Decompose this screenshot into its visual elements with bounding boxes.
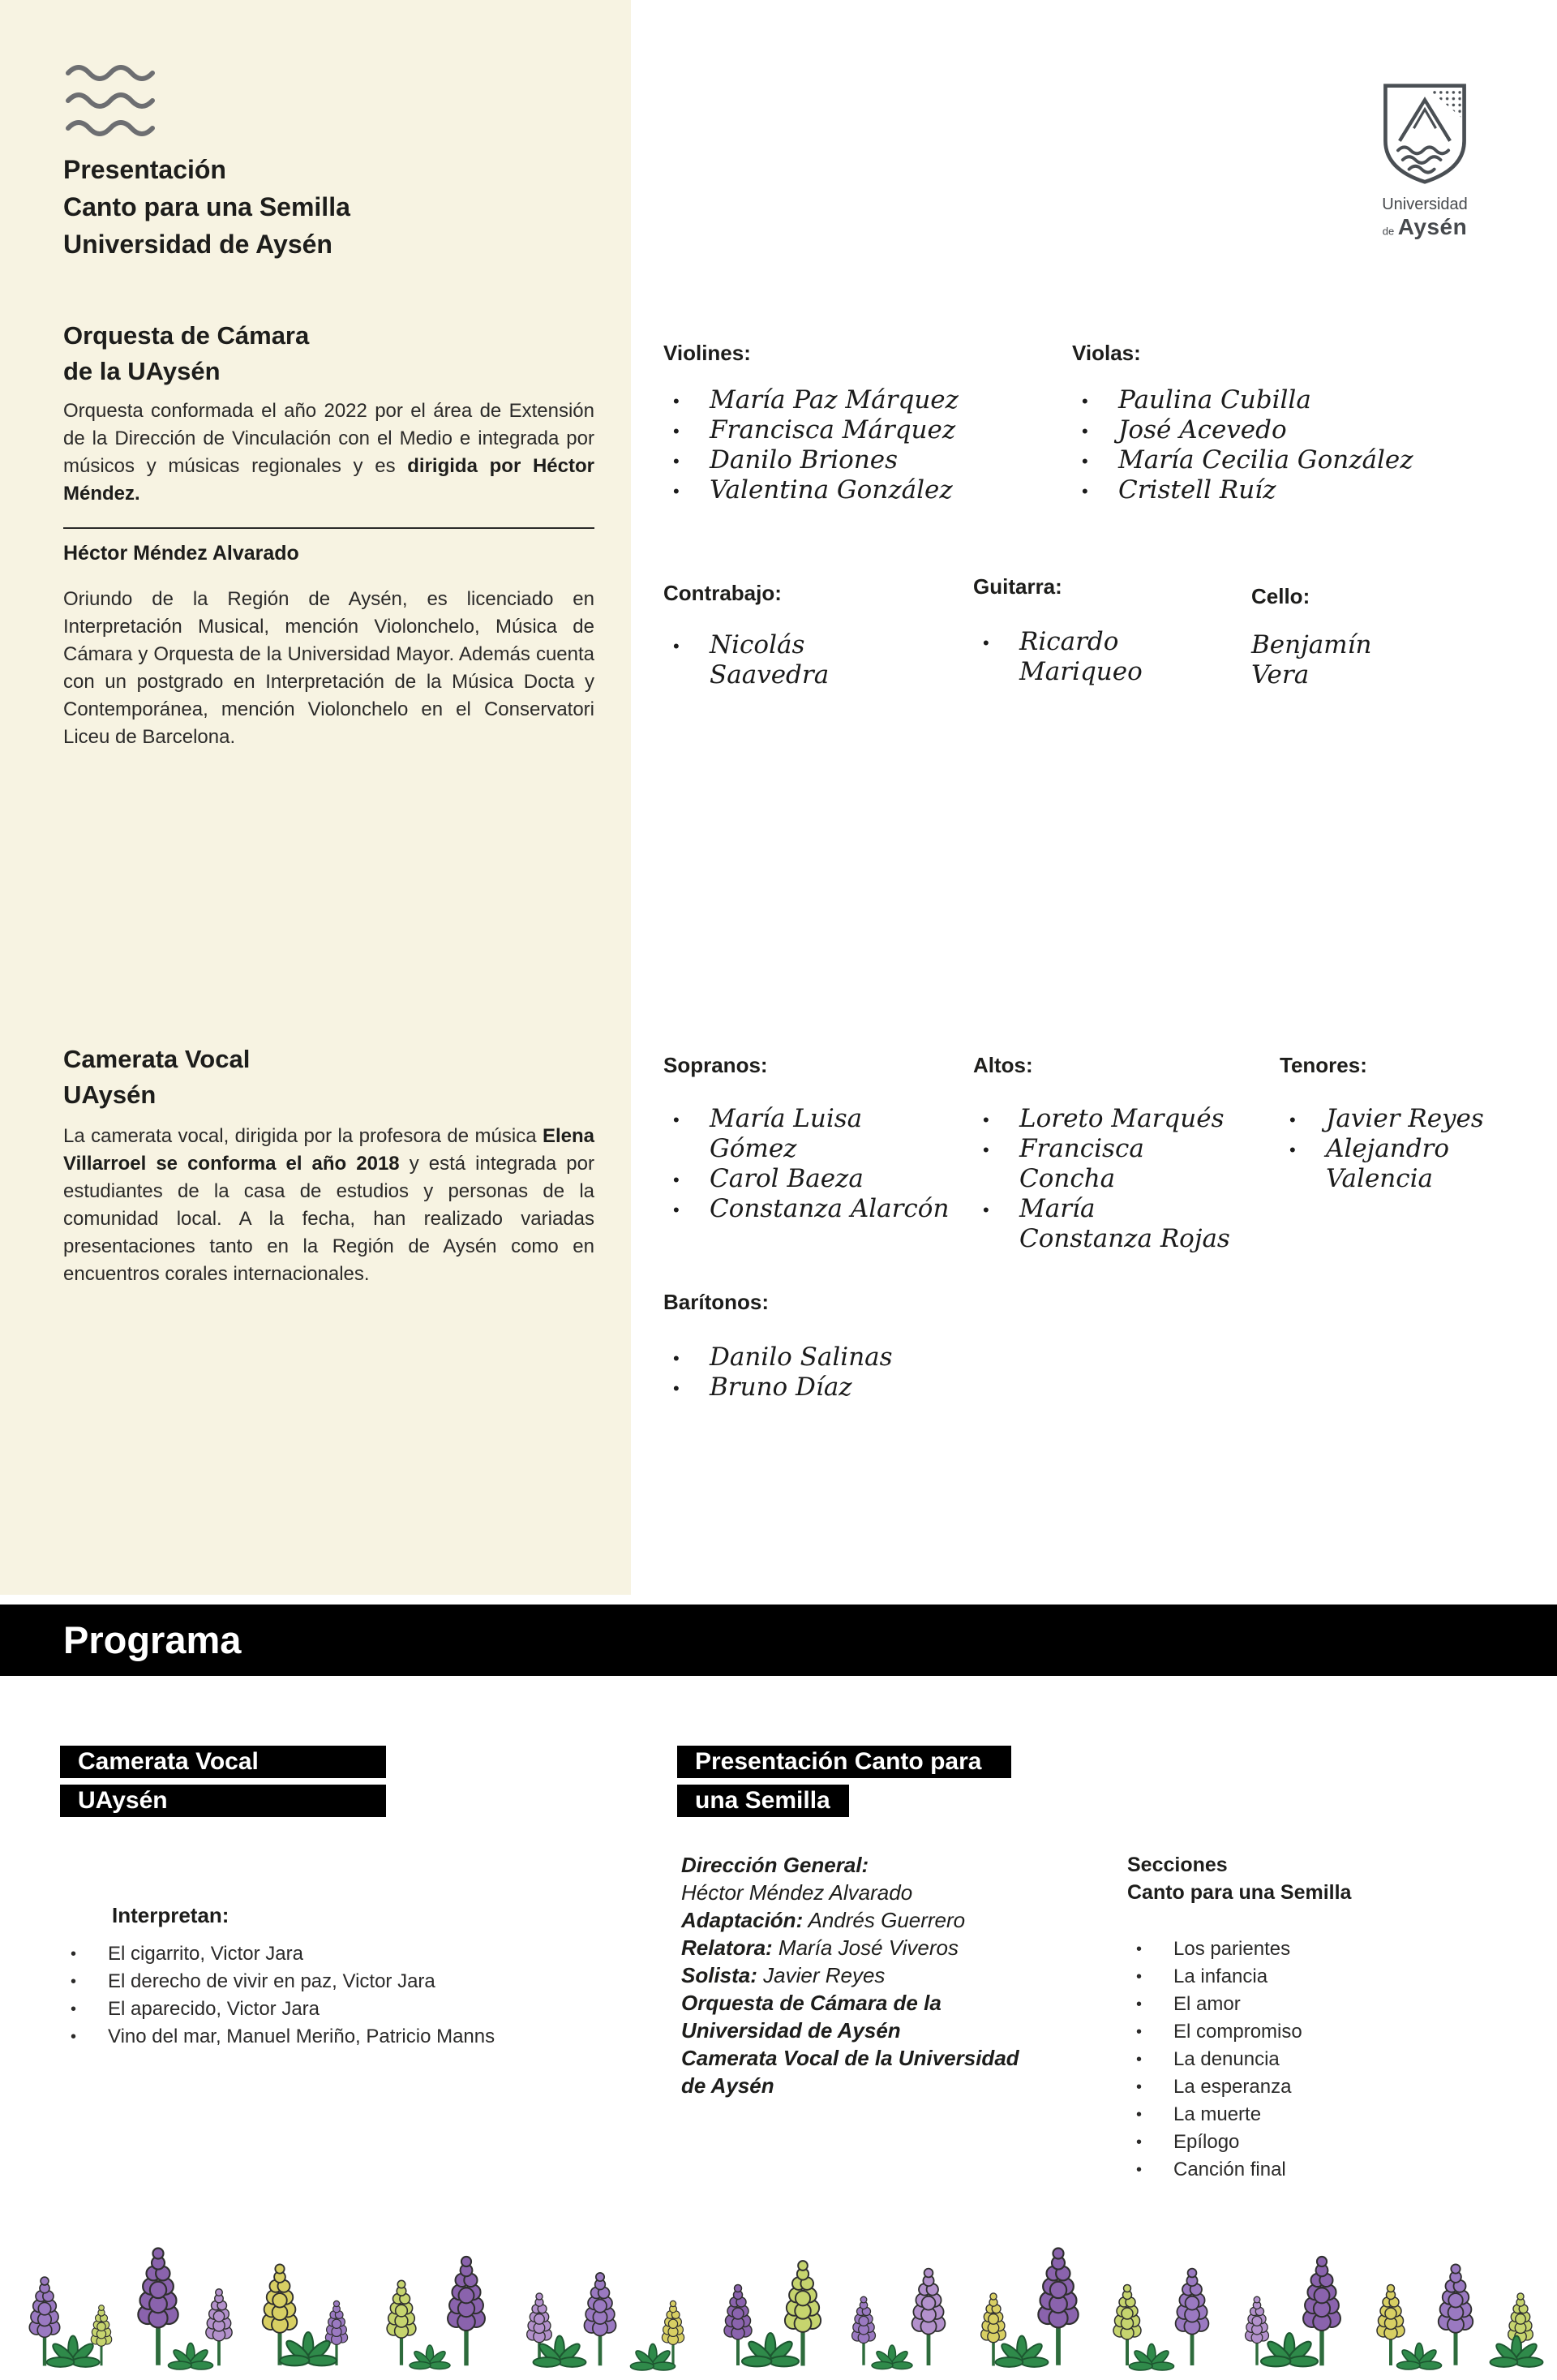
member-name: • María Cecilia González bbox=[1072, 445, 1453, 475]
member-name: • Paulina Cubilla bbox=[1072, 385, 1453, 415]
presentacion-chip-line1: Presentación Canto para bbox=[677, 1746, 1011, 1778]
programa-bar bbox=[0, 1605, 1557, 1676]
altos-list bbox=[973, 1104, 1233, 1254]
wave-logo-icon bbox=[63, 57, 159, 148]
baritonos-label: Barítonos: bbox=[663, 1290, 769, 1314]
violines-label: Violines: bbox=[663, 341, 751, 365]
page-title-line1: Presentación bbox=[63, 155, 226, 184]
member-name: • Francisca Márquez bbox=[663, 415, 1028, 445]
member-name: • María Constanza Rojas bbox=[973, 1194, 1233, 1254]
credit-label: Relatora: bbox=[681, 1935, 773, 1960]
director-name-heading: Héctor Méndez Alvarado bbox=[63, 542, 299, 565]
page-title bbox=[63, 151, 350, 263]
violines-list bbox=[663, 385, 1028, 505]
tenores-label: Tenores: bbox=[1280, 1053, 1367, 1077]
section-item: • La infancia bbox=[1133, 1963, 1400, 1991]
camerata-chip-line1: Camerata Vocal bbox=[60, 1746, 386, 1778]
sopranos-label: Sopranos: bbox=[663, 1053, 768, 1077]
credit-line bbox=[681, 1961, 1062, 1989]
song-item: • Vino del mar, Manuel Meriño, Patricio Manns bbox=[67, 2023, 570, 2051]
credit-value: Javier Reyes bbox=[757, 1963, 886, 1987]
altos-group bbox=[973, 1053, 1233, 1254]
songs-list bbox=[67, 1940, 570, 2051]
member-name: • Javier Reyes bbox=[1280, 1104, 1511, 1134]
violines-group bbox=[663, 341, 1028, 505]
page-title-line3: Universidad de Aysén bbox=[63, 230, 332, 259]
member-name: Benjamín Vera bbox=[1251, 630, 1372, 690]
sections-list bbox=[1133, 1935, 1400, 2184]
page-title-line2: Canto para una Semilla bbox=[63, 192, 350, 221]
section-item: • La denuncia bbox=[1133, 2046, 1400, 2073]
camerata-heading-line1: Camerata Vocal bbox=[63, 1045, 251, 1073]
credit-label: Adaptación: bbox=[681, 1908, 804, 1932]
orchestra-heading-line1: Orquesta de Cámara bbox=[63, 321, 310, 350]
credit-line bbox=[681, 2044, 1062, 2072]
member-name: • José Acevedo bbox=[1072, 415, 1453, 445]
violas-group bbox=[1072, 341, 1453, 505]
university-name-aysen: Aysén bbox=[1397, 214, 1468, 239]
sopranos-group bbox=[663, 1053, 955, 1224]
university-name-line2 bbox=[1356, 214, 1494, 240]
section-item: • La muerte bbox=[1133, 2101, 1400, 2129]
member-name: • Cristell Ruíz bbox=[1072, 475, 1453, 505]
credit-value: Andrés Guerrero bbox=[803, 1908, 966, 1932]
credit-label: Universidad de Aysén bbox=[681, 2018, 901, 2043]
secciones-heading-block bbox=[1127, 1851, 1351, 1906]
credit-label: Camerata Vocal de la Universidad bbox=[681, 2046, 1019, 2070]
camerata-intro-regular2: y está integrada por estudiantes de la casa de estudios y personas de la comunidad local. A la fecha, han realizado variadas presentaciones tanto en la Región de Aysén como en encuentros corales internacionales. bbox=[63, 1153, 594, 1285]
section-item: • El compromiso bbox=[1133, 2018, 1400, 2046]
section-item: • La esperanza bbox=[1133, 2073, 1400, 2101]
divider-line bbox=[63, 527, 594, 529]
camerata-chip-line2: UAysén bbox=[60, 1785, 386, 1817]
song-item: • El aparecido, Victor Jara bbox=[67, 1996, 570, 2023]
member-name: • Carol Baeza bbox=[663, 1164, 955, 1194]
song-item: • El cigarrito, Victor Jara bbox=[67, 1940, 570, 1968]
tenores-group bbox=[1280, 1053, 1511, 1194]
section-item: • El amor bbox=[1133, 1991, 1400, 2018]
interpretan-label: Interpretan: bbox=[112, 1903, 229, 1927]
contrabajo-label: Contrabajo: bbox=[663, 581, 782, 605]
member-name: • Constanza Alarcón bbox=[663, 1194, 955, 1224]
secciones-heading-line2: Canto para una Semilla bbox=[1127, 1881, 1352, 1904]
member-name: • Valentina González bbox=[663, 475, 1028, 505]
credit-line bbox=[681, 1851, 1062, 1879]
credit-line bbox=[681, 2072, 1062, 2099]
baritonos-group bbox=[663, 1290, 955, 1403]
programa-title: Programa bbox=[63, 1618, 242, 1661]
member-name: • Danilo Salinas bbox=[663, 1343, 955, 1373]
guitarra-list bbox=[973, 627, 1143, 687]
credits-block bbox=[681, 1851, 1062, 2099]
member-name: • Alejandro Valencia bbox=[1280, 1134, 1511, 1194]
contrabajo-group bbox=[663, 581, 838, 690]
credit-line bbox=[681, 1989, 1062, 2017]
member-name: • Francisca Concha bbox=[973, 1134, 1233, 1194]
university-logo bbox=[1356, 78, 1494, 240]
university-shield-icon bbox=[1370, 78, 1480, 188]
credit-line bbox=[681, 2017, 1062, 2044]
credit-label: Solista: bbox=[681, 1963, 757, 1987]
guitarra-group bbox=[973, 574, 1143, 687]
credit-label: de Aysén bbox=[681, 2073, 774, 2098]
camerata-intro-paragraph bbox=[63, 1123, 594, 1288]
cello-label: Cello: bbox=[1251, 584, 1310, 608]
tenores-list bbox=[1280, 1104, 1511, 1194]
section-item: • Los parientes bbox=[1133, 1935, 1400, 1963]
credit-line bbox=[681, 1879, 1062, 1906]
baritonos-list bbox=[663, 1343, 955, 1403]
altos-label: Altos: bbox=[973, 1053, 1033, 1077]
camerata-heading bbox=[63, 1042, 250, 1113]
university-name-line1: Universidad bbox=[1382, 195, 1468, 213]
secciones-heading-line1: Secciones bbox=[1127, 1854, 1228, 1876]
orchestra-intro-paragraph bbox=[63, 397, 594, 508]
cello-list bbox=[1251, 630, 1381, 690]
member-name: • Ricardo Mariqueo bbox=[973, 627, 1139, 687]
credit-line bbox=[681, 1906, 1062, 1934]
credit-value: María José Viveros bbox=[772, 1935, 959, 1960]
credit-label: Orquesta de Cámara de la bbox=[681, 1991, 941, 2015]
camerata-heading-line2: UAysén bbox=[63, 1080, 157, 1109]
member-name: • Bruno Díaz bbox=[663, 1373, 955, 1403]
cello-group bbox=[1251, 584, 1381, 690]
director-bio-paragraph: Oriundo de la Región de Aysén, es licenciado en Interpretación Musical, mención Violonchelo, Música de Cámara y Orquesta de la Universidad Mayor. Además cuenta con un postgrado en Interpretación de la Música Docta y Contemporánea, mención Violonchelo en el Conservatori Liceu de Barcelona. bbox=[63, 588, 594, 748]
credit-value: Héctor Méndez Alvarado bbox=[681, 1880, 913, 1905]
guitarra-label: Guitarra: bbox=[973, 574, 1062, 599]
presentacion-chip-line2: una Semilla bbox=[677, 1785, 849, 1817]
violas-label: Violas: bbox=[1072, 341, 1141, 365]
song-item: • El derecho de vivir en paz, Victor Jara bbox=[67, 1968, 570, 1996]
section-item: • Epílogo bbox=[1133, 2129, 1400, 2156]
violas-list bbox=[1072, 385, 1453, 505]
university-name-de: de bbox=[1382, 225, 1395, 238]
orchestra-heading-line2: de la UAysén bbox=[63, 357, 221, 385]
sopranos-list bbox=[663, 1104, 955, 1224]
member-name: • Nicolás Saavedra bbox=[663, 630, 838, 690]
flower-field-illustration bbox=[0, 2193, 1557, 2380]
camerata-intro-regular1: La camerata vocal, dirigida por la profesora de música bbox=[63, 1125, 543, 1147]
camerata-intro-bold: Elena Villarroel se conforma el año 2018 bbox=[63, 1125, 594, 1175]
credit-label: Dirección General: bbox=[681, 1853, 869, 1877]
contrabajo-list bbox=[663, 630, 838, 690]
member-name: • María Paz Márquez bbox=[663, 385, 1028, 415]
orchestra-intro-regular: Orquesta conformada el año 2022 por el área de Extensión de la Dirección de Vinculación con el Medio e integrada por músicos y músicas regionales y es bbox=[63, 400, 594, 477]
orchestra-heading bbox=[63, 318, 309, 389]
section-item: • Canción final bbox=[1133, 2156, 1400, 2184]
member-name: • María Luisa Gómez bbox=[663, 1104, 955, 1164]
credit-line bbox=[681, 1934, 1062, 1961]
member-name: • Loreto Marqués bbox=[973, 1104, 1233, 1134]
orchestra-intro-bold: dirigida por Héctor Méndez. bbox=[63, 455, 594, 505]
member-name: • Danilo Briones bbox=[663, 445, 1028, 475]
